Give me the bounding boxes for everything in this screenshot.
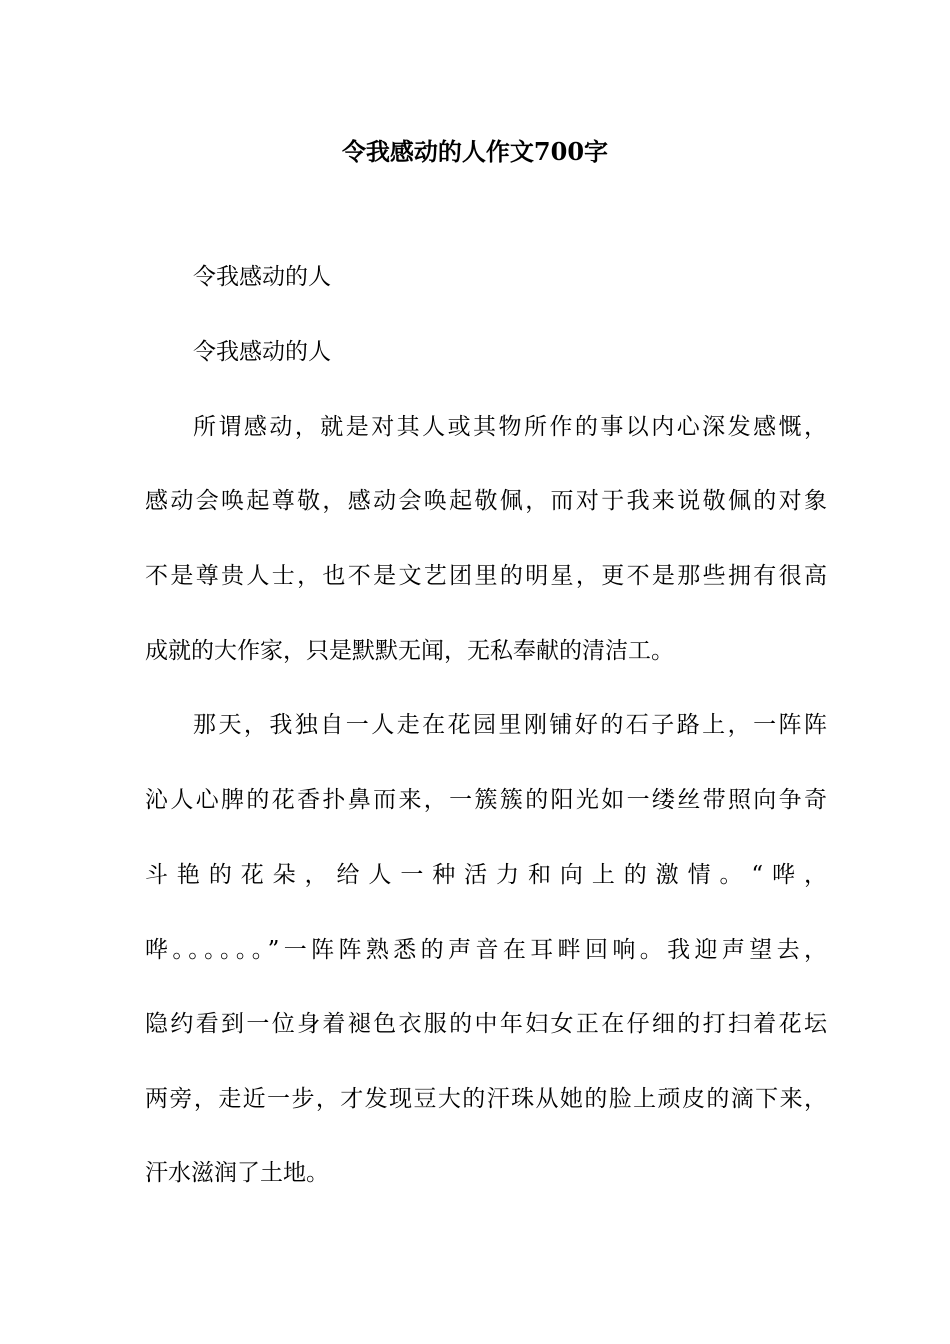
paragraph-line: 哗。。。。。。”一阵阵熟悉的声音在耳畔回响。我迎声望去， (145, 937, 827, 963)
paragraph-line: 隐约看到一位身着褪色衣服的中年妇女正在仔细的打扫着花坛 (145, 1011, 827, 1037)
paragraph-line: 令我感动的人 (193, 339, 331, 365)
paragraph-line: 两旁，走近一步，才发现豆大的汗珠从她的脸上顽皮的滴下来， (145, 1086, 827, 1112)
paragraph-line: 不是尊贵人士，也不是文艺团里的明星，更不是那些拥有很高 (145, 563, 827, 589)
paragraph-line: 斗艳的花朵，给人一种活力和向上的激情。“哗， (145, 862, 827, 888)
paragraph-line: 那天，我独自一人走在花园里刚铺好的石子路上，一阵阵 (193, 712, 827, 738)
paragraph-line: 成就的大作家，只是默默无闻，无私奉献的清洁工。 (145, 638, 674, 664)
paragraph-line: 所谓感动，就是对其人或其物所作的事以内心深发感慨， (193, 414, 827, 440)
paragraph-line: 令我感动的人 (193, 264, 331, 290)
paragraph-line: 沁人心脾的花香扑鼻而来，一簇簇的阳光如一缕丝带照向争奇 (145, 787, 827, 813)
document-title: 令我感动的人作文700字 (341, 137, 609, 166)
paragraph-line: 感动会唤起尊敬，感动会唤起敬佩，而对于我来说敬佩的对象 (145, 488, 827, 514)
paragraph-line: 汗水滋润了土地。 (145, 1160, 329, 1186)
